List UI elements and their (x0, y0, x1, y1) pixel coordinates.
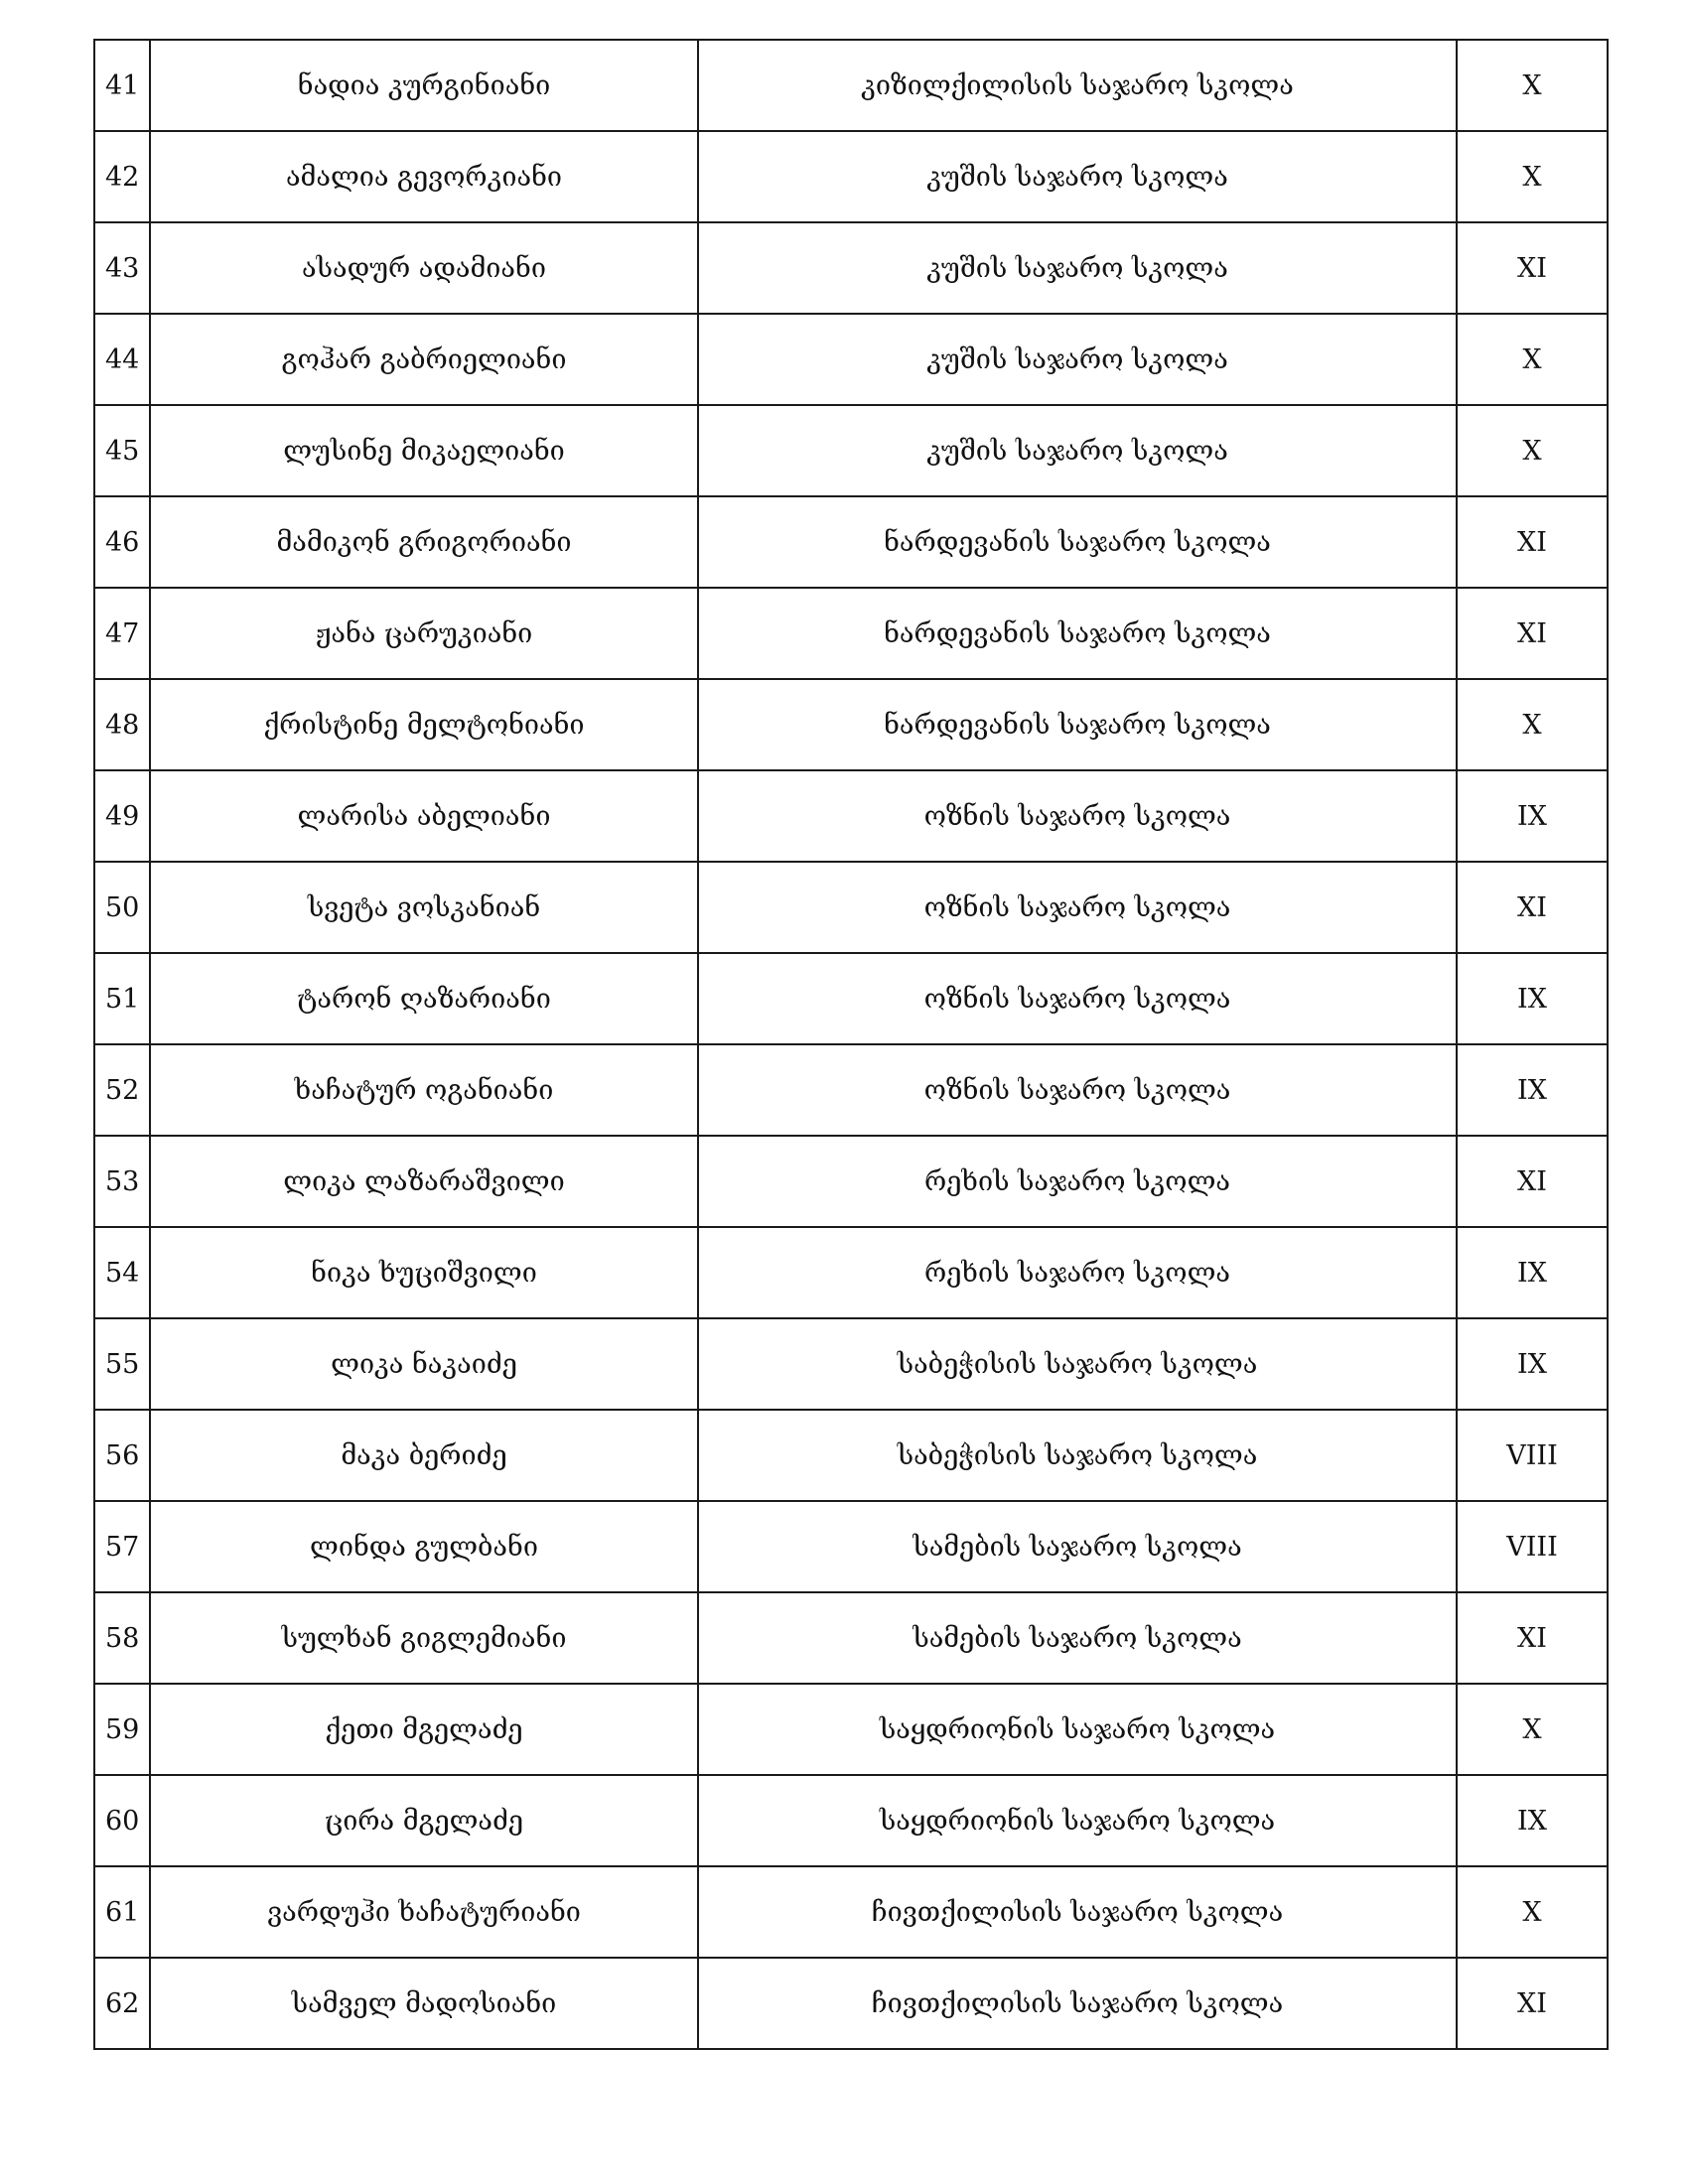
row-number-cell: 41 (94, 40, 150, 131)
grade-cell: IX (1457, 1318, 1608, 1410)
grade-cell: XI (1457, 1958, 1608, 2049)
grade-cell: IX (1457, 1227, 1608, 1318)
student-name-cell: მამიკონ გრიგორიანი (150, 496, 698, 588)
student-name-cell: ამალია გევორკიანი (150, 131, 698, 222)
grade-cell: X (1457, 405, 1608, 496)
student-name-cell: ლიკა ნაკაიძე (150, 1318, 698, 1410)
school-name-cell: საყდრიონის საჯარო სკოლა (698, 1775, 1457, 1866)
student-name-cell: ხაჩატურ ოგანიანი (150, 1044, 698, 1136)
school-name-cell: საბეჭისის საჯარო სკოლა (698, 1318, 1457, 1410)
school-name-cell: ოზნის საჯარო სკოლა (698, 770, 1457, 862)
student-name-cell: ქეთი მგელაძე (150, 1684, 698, 1775)
grade-cell: XI (1457, 862, 1608, 953)
table-row (94, 314, 1608, 405)
table-row (94, 1227, 1608, 1318)
row-number-cell: 53 (94, 1136, 150, 1227)
table-row (94, 405, 1608, 496)
school-name-cell: ნარდევანის საჯარო სკოლა (698, 588, 1457, 679)
student-name-cell: ლიკა ლაზარაშვილი (150, 1136, 698, 1227)
grade-cell: XI (1457, 588, 1608, 679)
school-name-cell: ჩივთქილისის საჯარო სკოლა (698, 1958, 1457, 2049)
row-number-cell: 60 (94, 1775, 150, 1866)
grade-cell: IX (1457, 1775, 1608, 1866)
grade-cell: XI (1457, 222, 1608, 314)
table-row (94, 770, 1608, 862)
grade-cell: IX (1457, 953, 1608, 1044)
grade-cell: VIII (1457, 1410, 1608, 1501)
table-row (94, 679, 1608, 770)
row-number-cell: 49 (94, 770, 150, 862)
row-number-cell: 47 (94, 588, 150, 679)
row-number-cell: 55 (94, 1318, 150, 1410)
grade-cell: IX (1457, 770, 1608, 862)
table-row (94, 131, 1608, 222)
table-row (94, 222, 1608, 314)
table-row (94, 1136, 1608, 1227)
school-name-cell: კუშის საჯარო სკოლა (698, 314, 1457, 405)
row-number-cell: 58 (94, 1592, 150, 1684)
grade-cell: X (1457, 131, 1608, 222)
row-number-cell: 59 (94, 1684, 150, 1775)
row-number-cell: 57 (94, 1501, 150, 1592)
student-name-cell: ჟანა ცარუკიანი (150, 588, 698, 679)
student-name-cell: ასადურ ადამიანი (150, 222, 698, 314)
student-name-cell: ლუსინე მიკაელიანი (150, 405, 698, 496)
student-name-cell: ლარისა აბელიანი (150, 770, 698, 862)
table-row (94, 1410, 1608, 1501)
row-number-cell: 48 (94, 679, 150, 770)
school-name-cell: რეხის საჯარო სკოლა (698, 1136, 1457, 1227)
student-name-cell: ლინდა გულბანი (150, 1501, 698, 1592)
school-name-cell: საბეჭისის საჯარო სკოლა (698, 1410, 1457, 1501)
student-name-cell: ვარდუჰი ხაჩატურიანი (150, 1866, 698, 1958)
row-number-cell: 46 (94, 496, 150, 588)
school-name-cell: კუშის საჯარო სკოლა (698, 131, 1457, 222)
table-row (94, 1501, 1608, 1592)
participants-table (93, 39, 1609, 2050)
grade-cell: XI (1457, 496, 1608, 588)
table-row (94, 588, 1608, 679)
row-number-cell: 52 (94, 1044, 150, 1136)
student-name-cell: სულხან გიგლემიანი (150, 1592, 698, 1684)
grade-cell: XI (1457, 1592, 1608, 1684)
school-name-cell: კუშის საჯარო სკოლა (698, 222, 1457, 314)
table-row (94, 953, 1608, 1044)
school-name-cell: ნარდევანის საჯარო სკოლა (698, 496, 1457, 588)
student-name-cell: მაკა ბერიძე (150, 1410, 698, 1501)
student-name-cell: სვეტა ვოსკანიან (150, 862, 698, 953)
row-number-cell: 42 (94, 131, 150, 222)
student-name-cell: გოჰარ გაბრიელიანი (150, 314, 698, 405)
row-number-cell: 50 (94, 862, 150, 953)
row-number-cell: 44 (94, 314, 150, 405)
row-number-cell: 61 (94, 1866, 150, 1958)
school-name-cell: ოზნის საჯარო სკოლა (698, 862, 1457, 953)
grade-cell: X (1457, 1684, 1608, 1775)
table-row (94, 1592, 1608, 1684)
table-row (94, 1866, 1608, 1958)
school-name-cell: საყდრიონის საჯარო სკოლა (698, 1684, 1457, 1775)
student-name-cell: ქრისტინე მელტონიანი (150, 679, 698, 770)
grade-cell: X (1457, 679, 1608, 770)
row-number-cell: 51 (94, 953, 150, 1044)
school-name-cell: ნარდევანის საჯარო სკოლა (698, 679, 1457, 770)
grade-cell: X (1457, 1866, 1608, 1958)
row-number-cell: 62 (94, 1958, 150, 2049)
student-name-cell: ნიკა ხუციშვილი (150, 1227, 698, 1318)
school-name-cell: რეხის საჯარო სკოლა (698, 1227, 1457, 1318)
grade-cell: X (1457, 314, 1608, 405)
school-name-cell: ოზნის საჯარო სკოლა (698, 1044, 1457, 1136)
school-name-cell: ოზნის საჯარო სკოლა (698, 953, 1457, 1044)
school-name-cell: კიზილქილისის საჯარო სკოლა (698, 40, 1457, 131)
table-row (94, 1958, 1608, 2049)
table-row (94, 1318, 1608, 1410)
row-number-cell: 45 (94, 405, 150, 496)
student-name-cell: ნადია კურგინიანი (150, 40, 698, 131)
school-name-cell: სამების საჯარო სკოლა (698, 1501, 1457, 1592)
table-row (94, 862, 1608, 953)
row-number-cell: 56 (94, 1410, 150, 1501)
table-row (94, 40, 1608, 131)
grade-cell: X (1457, 40, 1608, 131)
participants-table-body (94, 40, 1608, 2049)
student-name-cell: სამველ მადოსიანი (150, 1958, 698, 2049)
student-name-cell: ტარონ ღაზარიანი (150, 953, 698, 1044)
school-name-cell: სამების საჯარო სკოლა (698, 1592, 1457, 1684)
table-row (94, 1684, 1608, 1775)
grade-cell: IX (1457, 1044, 1608, 1136)
grade-cell: VIII (1457, 1501, 1608, 1592)
school-name-cell: კუშის საჯარო სკოლა (698, 405, 1457, 496)
table-row (94, 1775, 1608, 1866)
row-number-cell: 54 (94, 1227, 150, 1318)
grade-cell: XI (1457, 1136, 1608, 1227)
school-name-cell: ჩივთქილისის საჯარო სკოლა (698, 1866, 1457, 1958)
student-name-cell: ცირა მგელაძე (150, 1775, 698, 1866)
table-row (94, 496, 1608, 588)
row-number-cell: 43 (94, 222, 150, 314)
table-row (94, 1044, 1608, 1136)
